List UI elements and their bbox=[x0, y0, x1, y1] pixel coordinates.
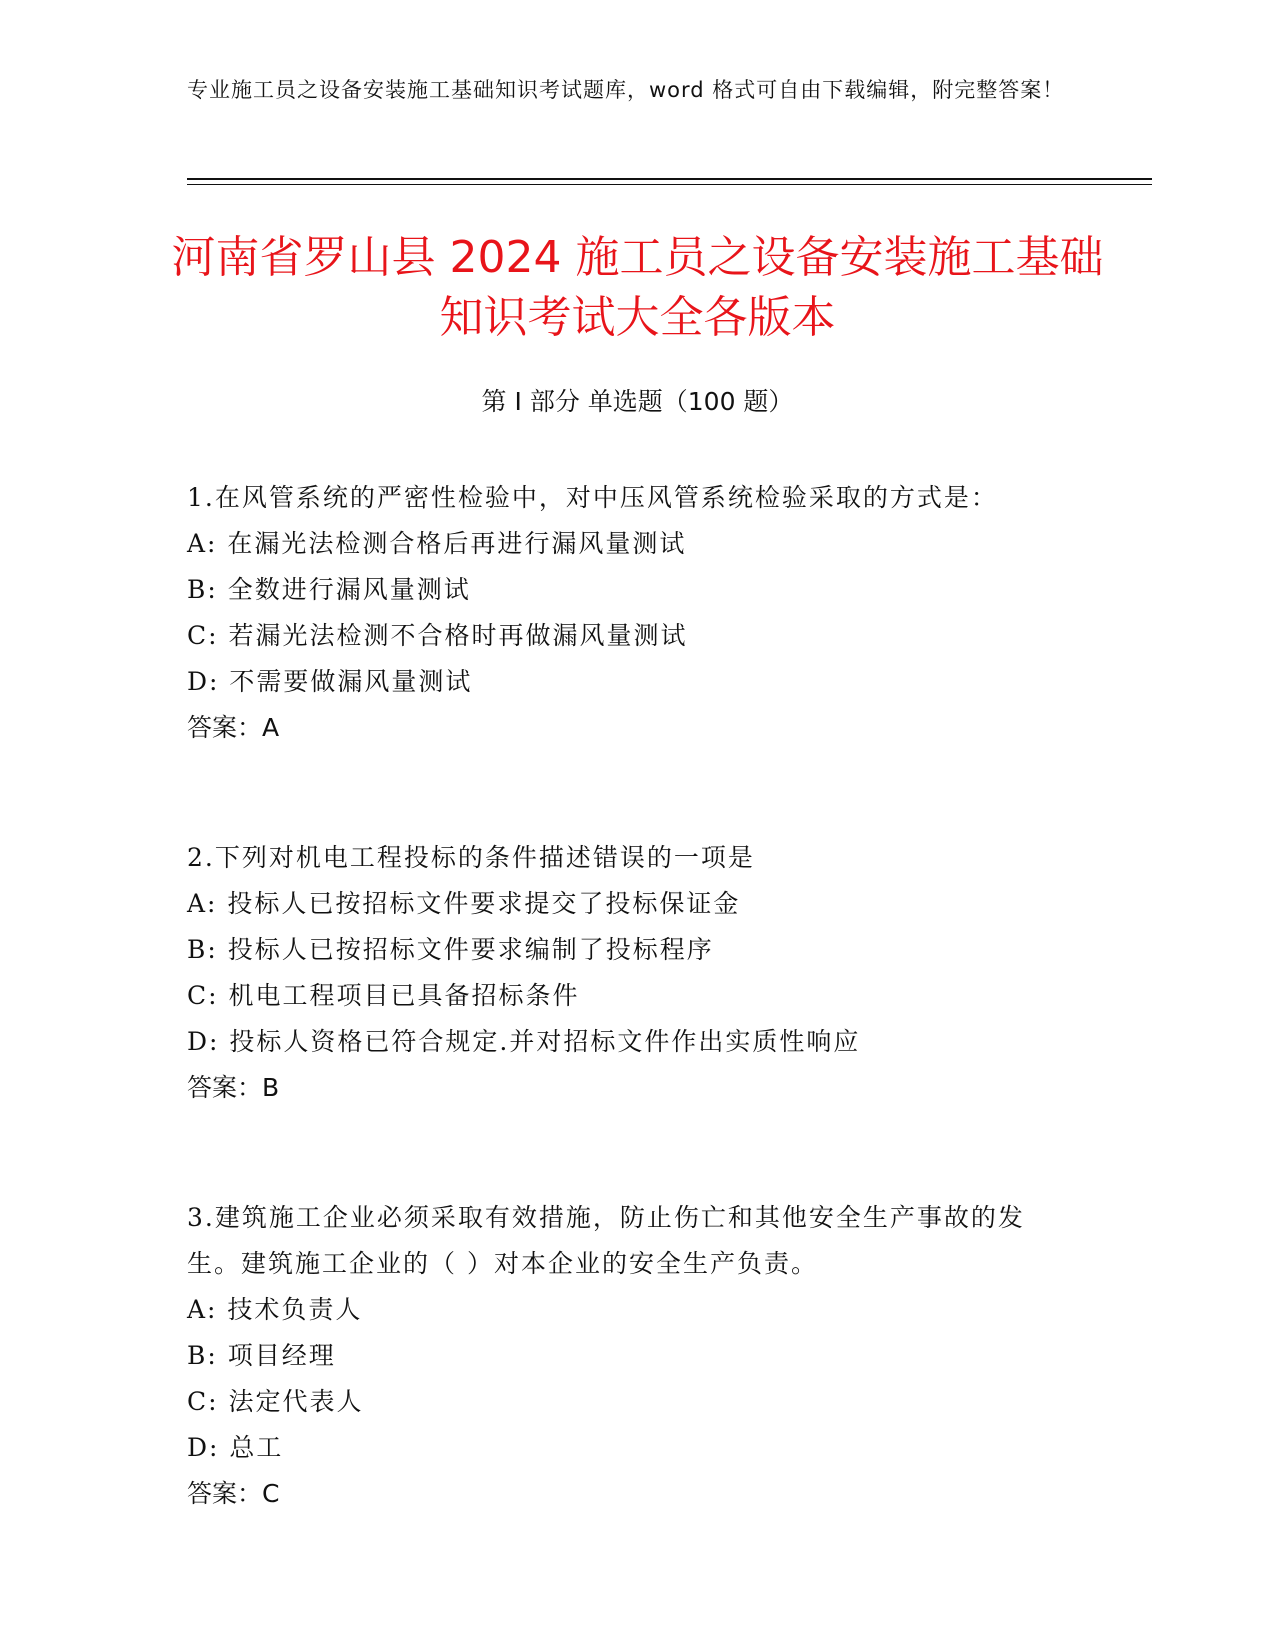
option-b: B: 项目经理 bbox=[187, 1341, 336, 1370]
answer: 答案：A bbox=[187, 713, 280, 742]
option-c: C: 机电工程项目已具备招标条件 bbox=[187, 981, 580, 1010]
question-list bbox=[187, 475, 1067, 1517]
option-b: B: 投标人已按招标文件要求编制了投标程序 bbox=[187, 935, 714, 964]
question-1 bbox=[187, 475, 1067, 751]
question-stem: 3.建筑施工企业必须采取有效措施，防止伤亡和其他安全生产事故的发生。建筑施工企业的（ ）对本企业的安全生产负责。 bbox=[187, 1203, 1025, 1278]
option-c: C: 法定代表人 bbox=[187, 1387, 364, 1416]
question-stem: 1.在风管系统的严密性检验中，对中压风管系统检验采取的方式是： bbox=[187, 483, 998, 512]
question-spacer bbox=[187, 751, 1067, 835]
document-title: 河南省罗山县 2024 施工员之设备安装施工基础知识考试大全各版本 bbox=[171, 232, 1104, 343]
option-d: D: 不需要做漏风量测试 bbox=[187, 667, 473, 696]
option-d: D: 总工 bbox=[187, 1433, 284, 1462]
question-spacer bbox=[187, 1111, 1067, 1195]
question-stem: 2.下列对机电工程投标的条件描述错误的一项是 bbox=[187, 843, 755, 872]
question-2 bbox=[187, 835, 1067, 1111]
header-divider-thick bbox=[187, 178, 1152, 180]
option-a: A: 在漏光法检测合格后再进行漏风量测试 bbox=[187, 529, 687, 558]
option-a: A: 投标人已按招标文件要求提交了投标保证金 bbox=[187, 889, 741, 918]
header-note: 专业施工员之设备安装施工基础知识考试题库，word 格式可自由下载编辑，附完整答案！ bbox=[187, 78, 1065, 102]
header-divider-thin bbox=[187, 184, 1152, 185]
option-b: B: 全数进行漏风量测试 bbox=[187, 575, 471, 604]
section-heading: 第 I 部分 单选题（100 题） bbox=[481, 387, 794, 416]
option-c: C: 若漏光法检测不合格时再做漏风量测试 bbox=[187, 621, 688, 650]
question-3 bbox=[187, 1195, 1067, 1517]
answer: 答案：B bbox=[187, 1073, 280, 1102]
option-a: A: 技术负责人 bbox=[187, 1295, 363, 1324]
option-d: D: 投标人资格已符合规定.并对招标文件作出实质性响应 bbox=[187, 1027, 861, 1056]
answer: 答案：C bbox=[187, 1479, 280, 1508]
